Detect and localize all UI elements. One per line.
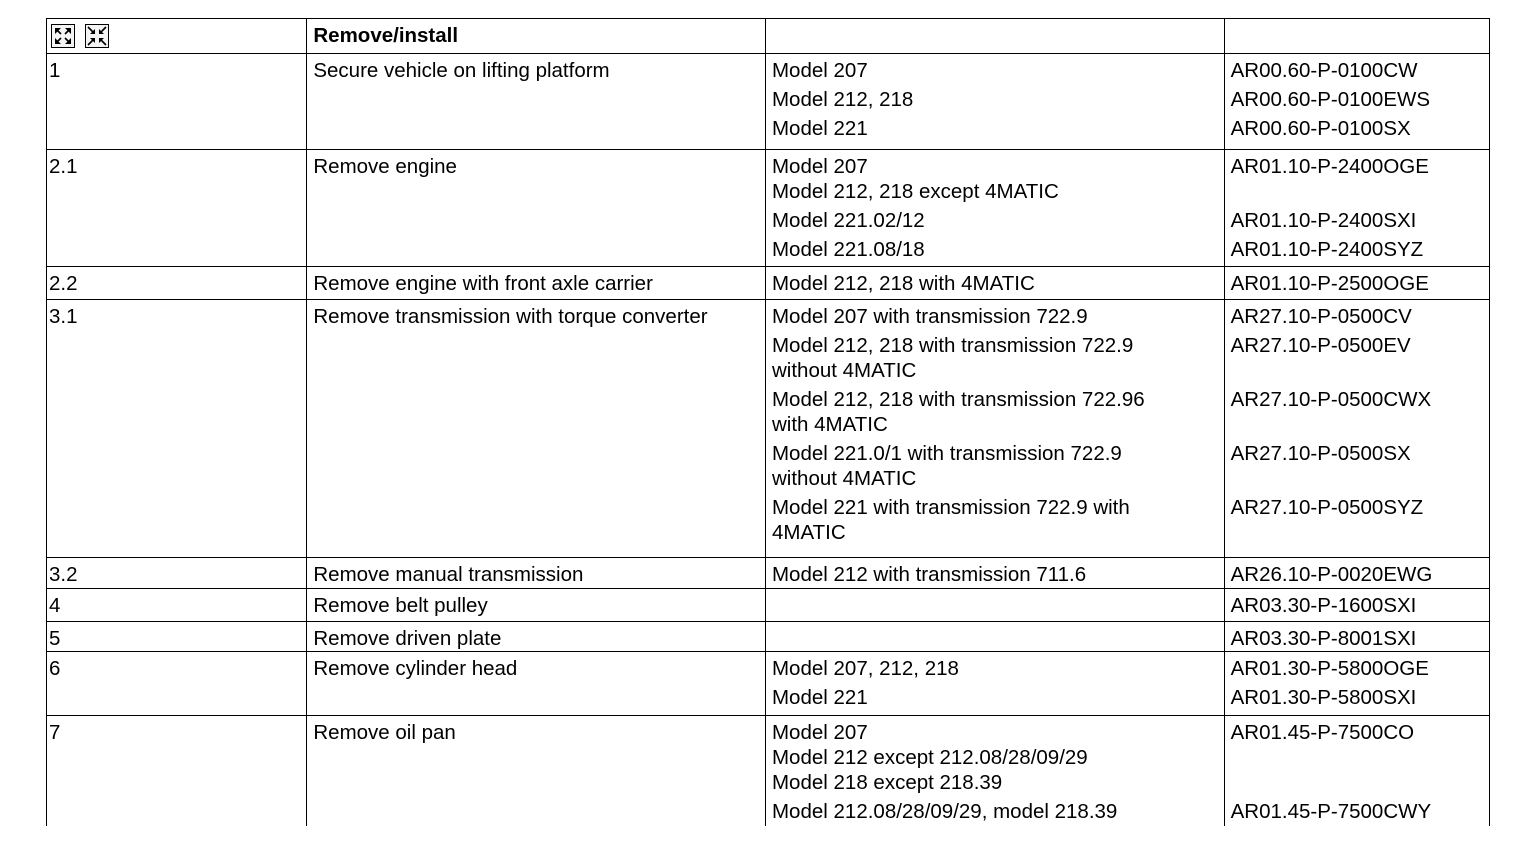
- model-text: Model 221: [771, 686, 868, 710]
- model-entry: [766, 558, 1224, 587]
- model-entry: [766, 681, 1224, 710]
- action-cell: [307, 149, 766, 266]
- header-empty-cell: [1224, 19, 1489, 54]
- reference-link[interactable]: AR01.10-P-2400SXI: [1230, 208, 1417, 232]
- step-number-cell: [47, 54, 307, 150]
- section-title: Remove/install: [313, 24, 459, 47]
- reference-cell: [1224, 299, 1489, 557]
- model-text: Model 212, 218: [771, 88, 914, 112]
- action-cell: [307, 652, 766, 715]
- step-number: 2.2: [49, 271, 78, 295]
- reference-link[interactable]: AR27.10-P-0500CV: [1230, 304, 1412, 328]
- reference-cell: [1224, 622, 1489, 652]
- table-row: [47, 588, 1490, 621]
- model-text: Model 221: [771, 117, 868, 141]
- action-text: Remove engine: [313, 154, 457, 178]
- table-row: [47, 266, 1490, 299]
- model-entry: [766, 83, 1224, 112]
- step-number-cell: [47, 149, 307, 266]
- model-text: Model 207: [771, 720, 868, 744]
- model-entry: [766, 716, 1224, 795]
- model-entry: [766, 437, 1224, 491]
- table-row: [47, 622, 1490, 652]
- model-cell: [765, 622, 1224, 652]
- action-text: Remove manual transmission: [313, 562, 584, 586]
- model-entry: [766, 267, 1224, 296]
- action-cell: [307, 299, 766, 557]
- model-text: Model 212, 218 except 4MATIC: [771, 179, 1059, 203]
- model-text: Model 218 except 218.39: [771, 770, 1003, 794]
- step-number-cell: [47, 299, 307, 557]
- reference-link[interactable]: AR27.10-P-0500SYZ: [1230, 495, 1424, 519]
- step-number: 7: [49, 720, 61, 744]
- header-empty-cell: [765, 19, 1224, 54]
- step-number: 6: [49, 657, 61, 681]
- step-number: 5: [49, 627, 61, 651]
- model-text: Model 207 with transmission 722.9: [771, 304, 1088, 328]
- action-text: Remove engine with front axle carrier: [313, 271, 653, 295]
- model-text: Model 212, 218 with 4MATIC: [771, 271, 1035, 295]
- model-text: Model 221.02/12: [771, 208, 925, 232]
- model-text: Model 212 with transmission 711.6: [771, 562, 1087, 586]
- step-number: 4: [49, 593, 61, 617]
- header-title-cell: [307, 19, 766, 54]
- action-cell: [307, 588, 766, 621]
- header-icons-cell: [47, 19, 307, 54]
- reference-cell: [1224, 266, 1489, 299]
- reference-link[interactable]: AR03.30-P-8001SXI: [1230, 627, 1417, 651]
- action-text: Secure vehicle on lifting platform: [313, 59, 610, 83]
- model-text: Model 207: [771, 59, 868, 83]
- action-text: Remove cylinder head: [313, 657, 518, 681]
- action-cell: [307, 266, 766, 299]
- reference-link[interactable]: AR27.10-P-0500EV: [1230, 333, 1411, 357]
- model-text: Model 212, 218 with transmission 722.9: [771, 333, 1134, 357]
- reference-cell: [1224, 54, 1489, 150]
- step-number-cell: [47, 715, 307, 826]
- header-row: [47, 19, 1490, 54]
- model-text: Model 207: [771, 154, 868, 178]
- reference-link[interactable]: AR01.10-P-2500OGE: [1230, 271, 1429, 295]
- model-entry: [766, 329, 1224, 383]
- action-cell: [307, 54, 766, 150]
- model-cell: [765, 715, 1224, 826]
- model-entry: [766, 383, 1224, 437]
- step-number: 2.1: [49, 154, 78, 178]
- action-text: Remove transmission with torque converter: [313, 304, 708, 328]
- reference-link[interactable]: AR01.30-P-5800OGE: [1230, 657, 1429, 681]
- model-entry: [766, 54, 1224, 83]
- model-cell: [765, 557, 1224, 588]
- reference-link[interactable]: AR27.10-P-0500SX: [1230, 441, 1411, 465]
- reference-link[interactable]: AR26.10-P-0020EWG: [1230, 562, 1433, 586]
- step-number-cell: [47, 652, 307, 715]
- action-cell: [307, 557, 766, 588]
- model-text: without 4MATIC: [771, 466, 917, 490]
- model-text: Model 221 with transmission 722.9 with: [771, 495, 1130, 519]
- action-cell: [307, 622, 766, 652]
- model-text: Model 212.08/28/09/29, model 218.39: [771, 799, 1118, 823]
- model-entry: [766, 150, 1224, 204]
- model-cell: [765, 299, 1224, 557]
- model-entry: [766, 112, 1224, 141]
- action-text: Remove belt pulley: [313, 593, 488, 617]
- action-text: Remove oil pan: [313, 720, 456, 744]
- model-text: without 4MATIC: [771, 358, 917, 382]
- model-text: Model 221.08/18: [771, 237, 925, 261]
- table-row: [47, 299, 1490, 557]
- step-number-cell: [47, 588, 307, 621]
- model-cell: [765, 266, 1224, 299]
- step-number: 1: [49, 59, 61, 83]
- model-text: 4MATIC: [771, 520, 846, 544]
- model-entry: [766, 795, 1224, 824]
- step-number-cell: [47, 266, 307, 299]
- model-entry: [766, 204, 1224, 233]
- procedure-table: [46, 18, 1490, 826]
- step-number: 3.2: [49, 562, 78, 586]
- reference-link[interactable]: AR01.10-P-2400OGE: [1230, 154, 1429, 178]
- model-entry: [766, 589, 1224, 618]
- reference-link[interactable]: AR27.10-P-0500CWX: [1230, 387, 1432, 411]
- reference-link[interactable]: AR00.60-P-0100SX: [1230, 117, 1411, 141]
- table-row: [47, 557, 1490, 588]
- expand-icon[interactable]: [51, 24, 75, 48]
- model-entry: [766, 233, 1224, 262]
- model-text: Model 212, 218 with transmission 722.96: [771, 387, 1145, 411]
- table-row: [47, 715, 1490, 826]
- model-text: Model 207, 212, 218: [771, 657, 959, 681]
- model-cell: [765, 588, 1224, 621]
- reference-cell: [1224, 149, 1489, 266]
- table-row: [47, 149, 1490, 266]
- reference-link[interactable]: AR00.60-P-0100CW: [1230, 59, 1418, 83]
- action-cell: [307, 715, 766, 826]
- model-cell: [765, 652, 1224, 715]
- reference-link[interactable]: AR01.10-P-2400SYZ: [1230, 237, 1424, 261]
- reference-cell: [1224, 588, 1489, 621]
- reference-cell: [1224, 652, 1489, 715]
- model-text: Model 221.0/1 with transmission 722.9: [771, 441, 1122, 465]
- model-text: Model 212 except 212.08/28/09/29: [771, 745, 1088, 769]
- collapse-icon[interactable]: [85, 24, 109, 48]
- reference-link[interactable]: AR01.30-P-5800SXI: [1230, 686, 1417, 710]
- model-entry: [766, 300, 1224, 329]
- step-number-cell: [47, 557, 307, 588]
- reference-link[interactable]: AR01.45-P-7500CWY: [1230, 799, 1432, 823]
- model-entry: [766, 652, 1224, 681]
- table-row: [47, 54, 1490, 150]
- reference-cell: [1224, 557, 1489, 588]
- reference-cell: [1224, 715, 1489, 826]
- step-number: 3.1: [49, 304, 78, 328]
- action-text: Remove driven plate: [313, 627, 502, 651]
- model-entry: [766, 622, 1224, 651]
- table-row: [47, 652, 1490, 715]
- model-cell: [765, 149, 1224, 266]
- model-text: with 4MATIC: [771, 412, 888, 436]
- reference-link[interactable]: AR01.45-P-7500CO: [1230, 720, 1415, 744]
- model-entry: [766, 491, 1224, 545]
- reference-link[interactable]: AR00.60-P-0100EWS: [1230, 88, 1431, 112]
- reference-link[interactable]: AR03.30-P-1600SXI: [1230, 593, 1417, 617]
- model-cell: [765, 54, 1224, 150]
- step-number-cell: [47, 622, 307, 652]
